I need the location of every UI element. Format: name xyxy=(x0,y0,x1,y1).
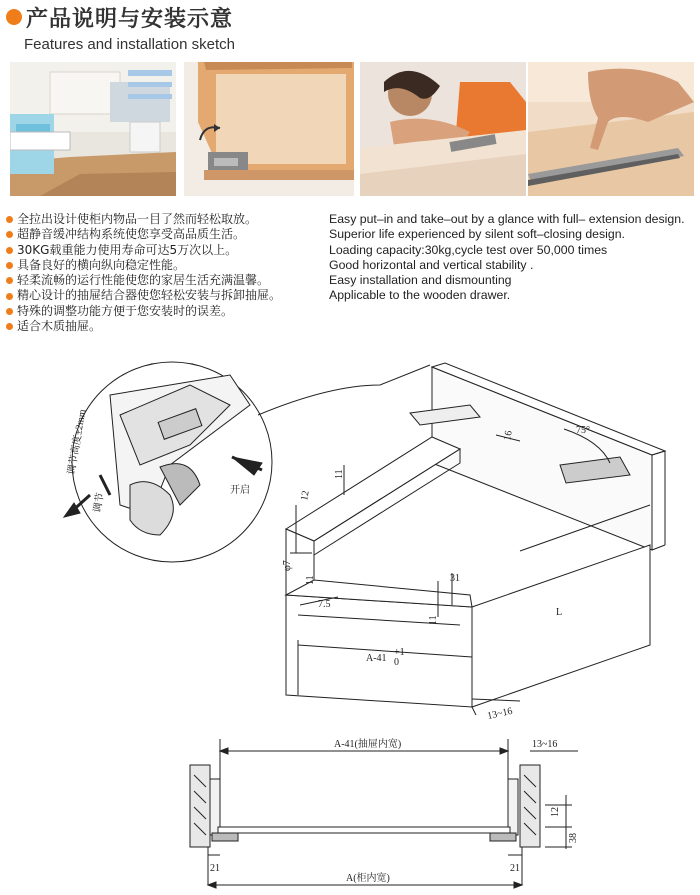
dim-tol-top: +1 xyxy=(394,647,405,658)
dim-16: 16 xyxy=(502,429,515,442)
page-title: 产品说明与安装示意 xyxy=(26,6,234,32)
adjust-label: 调节 xyxy=(92,491,107,514)
dim-length: L xyxy=(556,607,563,618)
photo-drawer-closeup xyxy=(184,62,354,196)
bullet-icon xyxy=(6,277,13,284)
section-dim-21-left: 21 xyxy=(210,863,220,874)
features-en-list xyxy=(329,212,684,304)
bullet-icon xyxy=(6,323,13,330)
list-item: Superior life experienced by silent soft–closing design. xyxy=(329,227,625,242)
list-item: 全拉出设计使柜内物品一目了然而轻松取放。 xyxy=(6,212,281,227)
bullet-icon xyxy=(6,231,13,238)
dim-11-side: 11 xyxy=(305,575,316,585)
list-item: Loading capacity:30kg,cycle test over 50,000 times xyxy=(329,242,608,257)
features-cn-list xyxy=(6,212,281,334)
dim-12: 12 xyxy=(299,489,312,502)
section-dim-12: 12 xyxy=(550,807,561,817)
list-item: 精心设计的抽屉结合器使您轻松安装与拆卸抽屉。 xyxy=(6,288,281,303)
list-item: 具备良好的横向纵向稳定性能。 xyxy=(6,258,281,273)
dim-11-top: 11 xyxy=(334,469,345,479)
dim-31: 31 xyxy=(450,573,460,584)
photo-woman-drawer xyxy=(360,62,526,196)
list-item: 特殊的调整功能方便于您安装时的误差。 xyxy=(6,304,281,319)
list-item: Easy put–in and take–out by a glance with full– extension design. xyxy=(329,212,685,226)
dim-angle: 75° xyxy=(576,425,590,436)
list-item: 适合木质抽屉。 xyxy=(6,319,281,334)
photo-room-interior xyxy=(10,62,176,196)
section-dim-38: 38 xyxy=(568,833,579,843)
bullet-icon xyxy=(6,247,13,254)
photo-hand-slide xyxy=(528,62,694,196)
list-item: 超静音缓冲结构系统使您享受高品质生活。 xyxy=(6,227,281,242)
section-inner-width: A-41(抽屉内宽) xyxy=(334,739,402,750)
list-item: Easy installation and dismounting xyxy=(329,273,512,288)
section-gap: 13~16 xyxy=(532,739,558,750)
section-dim-21-right: 21 xyxy=(510,863,520,874)
list-item: 30KG载重能力使用寿命可达5万次以上。 xyxy=(6,243,281,258)
adjust-height-label: 调节高度±2mm xyxy=(66,408,89,476)
orange-bullet-icon xyxy=(6,9,22,25)
title-row xyxy=(6,2,233,32)
bullet-icon xyxy=(6,262,13,269)
dim-7-5: 7.5 xyxy=(318,599,331,610)
open-label: 开启 xyxy=(230,485,250,496)
list-item: Good horizontal and vertical stability . xyxy=(329,257,534,272)
page-subtitle: Features and installation sketch xyxy=(24,36,235,53)
bullet-icon xyxy=(6,308,13,315)
bullet-icon xyxy=(6,216,13,223)
section-cabinet-width: A(柜内宽) xyxy=(346,873,390,884)
bullet-icon xyxy=(6,293,13,300)
installation-sketch xyxy=(0,345,700,730)
cross-section-sketch xyxy=(0,735,700,895)
dim-phi7: φ7 xyxy=(282,560,293,571)
list-item: Applicable to the wooden drawer. xyxy=(329,288,511,303)
dim-gap: 13~16 xyxy=(486,705,514,722)
dim-11-front: 11 xyxy=(428,615,439,625)
dim-width: A-41 xyxy=(366,653,387,664)
list-item: 轻柔流畅的运行性能使您的家居生活充满温馨。 xyxy=(6,273,281,288)
dim-tol-bot: 0 xyxy=(394,657,399,668)
